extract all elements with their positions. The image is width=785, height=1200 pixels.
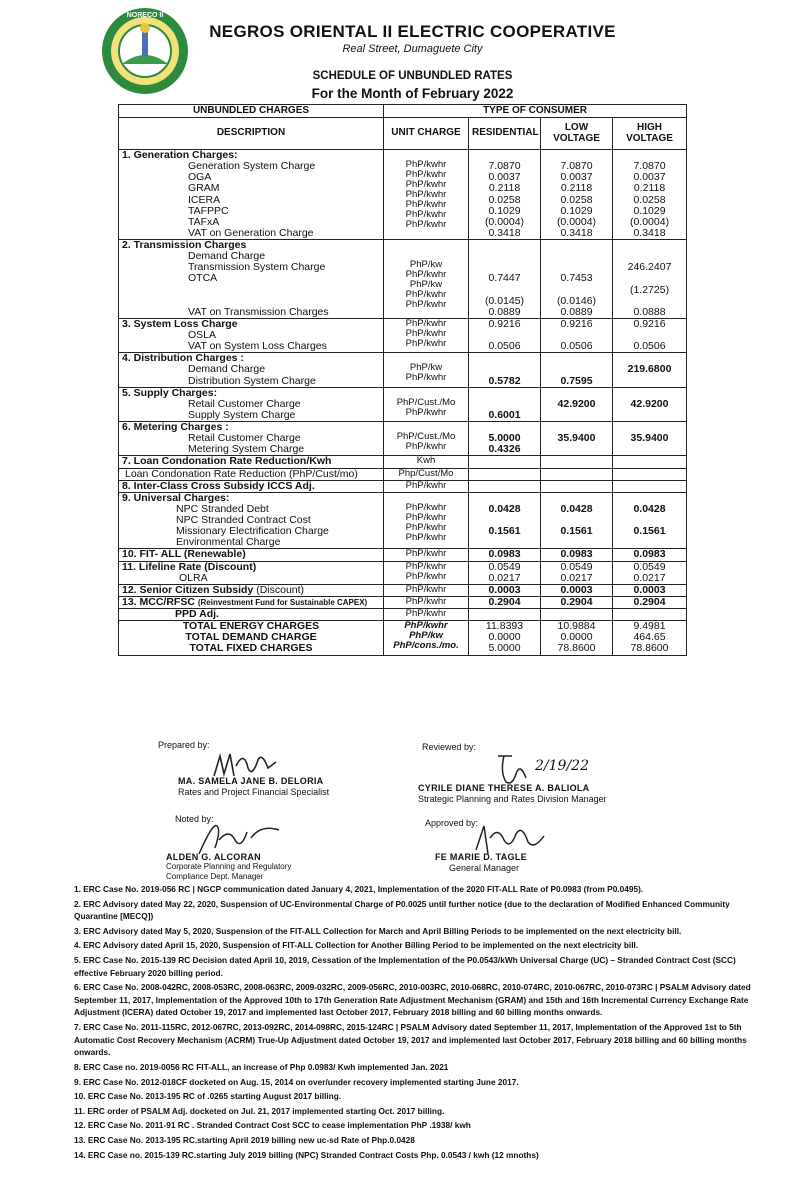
- approved-name: FE MARIE D. TAGLE: [435, 852, 527, 862]
- value-cell: (1.2725): [629, 283, 670, 296]
- row-loan-condonation: [119, 468, 687, 480]
- value-cell: 0.5782: [488, 374, 521, 387]
- unit-cell: PhP/kwhr: [405, 372, 447, 384]
- value-cell: 11.8393: [485, 620, 524, 633]
- unit-cell: PhP/kwhr: [405, 560, 447, 572]
- row-label: ICERA: [188, 193, 221, 206]
- value-cell: 0.0000: [488, 631, 521, 644]
- value-cell: 0.2118: [560, 182, 593, 195]
- prepared-name: MA. SAMELA JANE B. DELORIA: [178, 776, 324, 786]
- footnote: 8. ERC Case no. 2019-0056 RC FIT-ALL, an increase of Php 0.0983/ Kwh implemented Jan. 2021: [74, 1061, 449, 1072]
- unit-cell: PhP/kwhr: [405, 189, 447, 201]
- row-label: Environmental Charge: [176, 536, 281, 549]
- row-label: VAT on Transmission Charges: [188, 305, 329, 318]
- section-generation: [119, 150, 687, 240]
- value-cell: 42.9200: [557, 397, 596, 410]
- value-cell: 0.7595: [560, 374, 593, 387]
- logo-text: NORECO II: [126, 12, 164, 19]
- unit-cell: PhP/kwhr: [384, 609, 469, 621]
- unit-cell: PhP/kwhr: [405, 511, 447, 523]
- value-cell: 0.0258: [560, 193, 593, 206]
- section-transmission: [119, 240, 687, 319]
- value-cell: 464.65: [633, 631, 666, 644]
- section-title: 13. MCC/RFSC: [122, 595, 195, 608]
- value-cell: 0.2118: [488, 182, 521, 195]
- total-label: TOTAL DEMAND CHARGE: [185, 631, 317, 644]
- unit-cell: PhP/kwhr: [384, 549, 469, 561]
- schedule-title: SCHEDULE OF UNBUNDLED RATES: [312, 70, 513, 82]
- unit-cell: PhP/kwhr: [405, 269, 447, 281]
- unit-cell: PhP/kwhr: [405, 441, 447, 453]
- value-cell: 0.4326: [488, 443, 521, 456]
- value-cell: 0.0506: [560, 340, 593, 353]
- value-cell: 0.1029: [560, 204, 593, 217]
- approved-signer: [435, 852, 527, 874]
- value-cell: 0.0428: [633, 502, 666, 515]
- value-cell: 0.0003: [541, 584, 613, 596]
- unit-cell: PhP/kwhr: [405, 317, 447, 329]
- value-cell: 42.9200: [630, 397, 669, 410]
- org-name: NEGROS ORIENTAL II ELECTRIC COOPERATIVE: [209, 22, 616, 41]
- unit-cell: PhP/kwhr: [405, 169, 447, 181]
- section-title: 6. Metering Charges :: [122, 421, 229, 433]
- row-label: Metering System Charge: [188, 443, 305, 456]
- row-label: NPC Stranded Contract Cost: [176, 514, 311, 526]
- section-mcc-rfsc: [119, 596, 687, 608]
- row-label: NPC Stranded Debt: [176, 502, 269, 515]
- value-cell: 0.0983: [469, 549, 541, 561]
- unit-cell: PhP/kwhr: [405, 299, 447, 311]
- noted-title-1: Corporate Planning and Regulatory: [166, 862, 292, 872]
- section-distribution: [119, 353, 687, 387]
- unit-cell: PhP/kwhr: [384, 584, 469, 596]
- section-title: 3. System Loss Charge: [122, 317, 238, 330]
- row-label: Retail Customer Charge: [188, 432, 301, 445]
- footnote: 13. ERC Case No. 2013-195 RC.starting April 2019 billing new uc-sd Rate of Php.0.0428: [74, 1134, 415, 1145]
- unit-cell: PhP/kwhr: [405, 209, 447, 221]
- value-cell: 0.0983: [613, 549, 687, 561]
- unit-cell: PhP/kwhr: [384, 596, 469, 608]
- row-label: OLRA: [179, 571, 208, 584]
- row-label: Demand Charge: [188, 363, 266, 376]
- value-cell: 219.6800: [627, 363, 672, 376]
- value-cell: 0.0217: [488, 571, 521, 584]
- section-note: (Reinvestment Fund for Sustainable CAPEX): [197, 597, 368, 607]
- unit-cell: PhP/kwhr: [405, 179, 447, 191]
- section-title: 8. Inter-Class Cross Subsidy ICCS Adj.: [119, 480, 384, 492]
- value-cell: 0.0889: [560, 305, 593, 318]
- footnote: 10. ERC Case No. 2013-195 RC of .0265 starting August 2017 billing.: [74, 1091, 342, 1102]
- prepared-title: Rates and Project Financial Specialist: [178, 786, 330, 797]
- value-cell: 78.8600: [557, 642, 596, 655]
- value-cell: 0.2904: [469, 596, 541, 608]
- value-cell: (0.0145): [484, 294, 525, 307]
- value-cell: 5.0000: [488, 642, 521, 655]
- footnote: 14. ERC Case no. 2015-139 RC.starting July 2019 billing (NPC) Stranded Contract Costs Php. 0.0543 / kwh (12 mnoths): [74, 1149, 539, 1160]
- value-cell: 0.0889: [488, 305, 521, 318]
- row-label: VAT on System Loss Charges: [188, 340, 327, 353]
- section-title: 4. Distribution Charges :: [122, 352, 244, 365]
- rates-table: [118, 104, 687, 656]
- section-iccs: [119, 480, 687, 492]
- unit-cell: PhP/kwhr: [405, 532, 447, 543]
- unit-cell: PhP/kwhr: [404, 620, 448, 632]
- section-title: 2. Transmission Charges: [122, 239, 247, 251]
- noted-title-2: Compliance Dept. Manager: [166, 871, 264, 881]
- value-cell: 0.0428: [488, 502, 521, 515]
- row-label: Missionary Electrification Charge: [176, 525, 329, 538]
- footnote: 6. ERC Case No. 2008-042RC, 2008-053RC, 2008-063RC, 2009-032RC, 2009-056RC, 2010-003RC, 2010-068RC, 2010-074RC, 2010-067RC, 2010-073RC | PSALM Advisory dated September 11, 2017, Implementation of the Approved 10th to 17th Generation Rate Adjustment Mechanism (GRAM) and 15th and 16th Incremental Currency Exchange Rate Adjustment (ICERA) dated October 19, 2017 and implemented last October 2017, February 2018 billing and 60 billing months onwards.: [74, 982, 751, 1018]
- footnotes: [74, 883, 754, 1163]
- prepared-signer: [178, 776, 329, 798]
- value-cell: 0.9216: [633, 317, 666, 330]
- reviewed-by-block: [422, 742, 476, 753]
- approved-title: General Manager: [449, 862, 520, 873]
- section-system-loss: [119, 318, 687, 352]
- reviewed-title: Strategic Planning and Rates Division Manager: [418, 793, 607, 804]
- row-label: Transmission System Charge: [188, 261, 326, 274]
- value-cell: 0.0217: [560, 571, 593, 584]
- reviewed-label: Reviewed by:: [422, 742, 477, 752]
- value-cell: 0.9216: [488, 317, 521, 330]
- value-cell: 0.0037: [560, 171, 593, 184]
- value-cell: 0.1029: [633, 204, 666, 217]
- header-unbundled: UNBUNDLED CHARGES: [119, 105, 384, 118]
- value-cell: 0.1029: [488, 204, 521, 217]
- row-label: OSLA: [188, 329, 217, 341]
- value-cell: (0.0146): [556, 294, 597, 307]
- unit-cell: Php/Cust/Mo: [384, 468, 469, 480]
- section-note: (Discount): [256, 583, 305, 596]
- value-cell: 0.9216: [560, 317, 593, 330]
- value-cell: (0.0004): [484, 215, 525, 228]
- value-cell: 0.0549: [560, 560, 593, 573]
- value-cell: 0.0983: [541, 549, 613, 561]
- section-senior-citizen: [119, 584, 687, 596]
- value-cell: 7.0870: [560, 160, 593, 173]
- header-high-voltage: HIGH VOLTAGE: [613, 118, 687, 150]
- unit-cell: PhP/kwhr: [384, 480, 469, 492]
- row-label: TAFPPC: [188, 204, 229, 217]
- prepared-by-block: [158, 740, 210, 751]
- row-label: TAFxA: [188, 215, 220, 228]
- value-cell: 0.3418: [560, 226, 593, 239]
- value-cell: 0.0258: [488, 193, 521, 206]
- prepared-label: Prepared by:: [158, 740, 210, 750]
- row-label: Supply System Charge: [188, 408, 296, 421]
- unit-cell: PhP/kwhr: [405, 406, 447, 418]
- value-cell: 0.1561: [560, 525, 593, 538]
- unit-cell: PhP/kwhr: [405, 521, 447, 533]
- row-ppd-adj: [119, 609, 687, 621]
- value-cell: (0.0004): [556, 215, 597, 228]
- section-metering: [119, 422, 687, 456]
- value-cell: 0.0549: [488, 560, 521, 573]
- row-label: Distribution System Charge: [188, 374, 316, 387]
- unit-cell: PhP/kwhr: [405, 570, 447, 582]
- reviewed-date: 2/19/22: [535, 758, 589, 774]
- section-loan-condonation: [119, 456, 687, 468]
- unit-cell: PhP/cons./mo.: [393, 640, 459, 652]
- unit-cell: PhP/kwhr: [405, 501, 447, 513]
- unit-cell: PhP/kw: [409, 279, 443, 291]
- section-fit-all: [119, 549, 687, 561]
- header-unit-charge: UNIT CHARGE: [384, 118, 469, 150]
- value-cell: 0.0506: [488, 340, 521, 353]
- section-title: 5. Supply Charges:: [122, 386, 218, 399]
- header-description: DESCRIPTION: [119, 118, 384, 150]
- section-title: 7. Loan Condonation Rate Reduction/Kwh: [119, 456, 384, 468]
- value-cell: 0.0549: [633, 560, 666, 573]
- footnote: 1. ERC Case No. 2019-056 RC | NGCP communication dated January 4, 2021, Implementation of the 2020 FIT-ALL Rate of P0.0983 (from P0.0495).: [74, 884, 644, 894]
- row-label: Demand Charge: [188, 250, 266, 263]
- value-cell: 0.0037: [633, 171, 666, 184]
- value-cell: 5.0000: [488, 432, 521, 445]
- value-cell: 0.0000: [560, 631, 593, 644]
- row-label: Generation System Charge: [188, 160, 316, 173]
- org-address: Real Street, Dumaguete City: [342, 43, 483, 55]
- total-label: TOTAL ENERGY CHARGES: [182, 620, 320, 633]
- value-cell: 0.1561: [633, 525, 666, 538]
- value-cell: 7.0870: [633, 160, 666, 173]
- footnote: 7. ERC Case No. 2011-115RC, 2012-067RC, 2013-092RC, 2014-098RC, 2015-124RC | PSALM Advisory dated September 11, 2017, Implementation of the Approved 1st to 5th Automatic Cost Recovery Mechanism (ACRM) True-Up Adjustment dated October 19, 2017 and implemented last October 2017, February 2018 billing and 60 billing months onwards.: [74, 1022, 747, 1058]
- row-label: Loan Condonation Rate Reduction (PhP/Cust/mo): [119, 468, 384, 480]
- header-residential: RESIDENTIAL: [469, 118, 541, 150]
- value-cell: 246.2407: [627, 261, 672, 274]
- value-cell: 0.0037: [488, 171, 521, 184]
- value-cell: 0.0003: [469, 584, 541, 596]
- footnote: 4. ERC Advisory dated April 15, 2020, Suspension of FIT-ALL Collection for Another Billing Period to be implemented on the next electricity bill.: [74, 940, 639, 951]
- value-cell: 0.3418: [488, 226, 521, 239]
- value-cell: 0.7453: [560, 272, 593, 285]
- value-cell: 0.0506: [633, 340, 666, 353]
- value-cell: 0.2118: [633, 182, 666, 195]
- unit-cell: PhP/Cust./Mo: [396, 431, 456, 443]
- footnote: 11. ERC order of PSALM Adj. docketed on Jul. 21, 2017 implemented starting Oct. 2017 billing.: [74, 1105, 445, 1116]
- row-label: OGA: [188, 171, 212, 184]
- footnote: 5. ERC Case No. 2015-139 RC Decision dated April 10, 2019, Cessation of the Implementation of the P0.0543/kWh Universal Charge (UC) – Stranded Contract Cost (SCC) effective February 2020 billing period.: [74, 955, 736, 978]
- reviewed-signer: [418, 783, 607, 805]
- reviewed-name: CYRILE DIANE THERESE A. BALIOLA: [418, 783, 590, 793]
- approved-label: Approved by:: [425, 818, 479, 828]
- value-cell: (0.0004): [629, 215, 670, 228]
- value-cell: 35.9400: [557, 432, 596, 445]
- value-cell: 35.9400: [630, 432, 669, 445]
- unit-cell: PhP/kw: [409, 362, 443, 374]
- value-cell: 0.0258: [633, 193, 666, 206]
- value-cell: 0.1561: [488, 525, 521, 538]
- value-cell: 0.0428: [560, 502, 593, 515]
- value-cell: 78.8600: [630, 642, 669, 655]
- footnote: 9. ERC Case No. 2012-018CF docketed on Aug. 15, 2014 on over/under recovery implemented starting June 2017.: [74, 1076, 519, 1087]
- value-cell: 0.7447: [488, 272, 521, 285]
- totals-block: [119, 621, 687, 655]
- value-cell: 0.0888: [633, 305, 666, 318]
- unit-cell: PhP/kwhr: [405, 327, 447, 339]
- section-title: 10. FIT- ALL (Renewable): [119, 549, 384, 561]
- value-cell: 10.9884: [557, 620, 596, 633]
- footnote: 3. ERC Advisory dated May 5, 2020, Suspension of the FIT-ALL Collection for March and April Billing Periods to be implemented on the next electricity bill.: [74, 925, 682, 936]
- unit-cell: PhP/kwhr: [405, 199, 447, 211]
- value-cell: 0.3418: [633, 226, 666, 239]
- unit-cell: PhP/kwhr: [405, 159, 447, 171]
- section-lifeline: [119, 561, 687, 584]
- row-label: PPD Adj.: [119, 609, 384, 621]
- value-cell: 7.0870: [488, 160, 521, 173]
- noted-name: ALDEN G. ALCORAN: [166, 852, 261, 862]
- row-label: Retail Customer Charge: [188, 397, 301, 410]
- unit-cell: PhP/kw: [409, 630, 443, 642]
- unit-cell: PhP/kwhr: [405, 219, 447, 231]
- month-title: For the Month of February 2022: [311, 86, 514, 101]
- value-cell: 0.0217: [633, 571, 666, 584]
- reviewed-signature: [490, 752, 540, 786]
- section-title: 11. Lifeline Rate (Discount): [122, 560, 257, 573]
- noted-label: Noted by:: [175, 814, 214, 824]
- unit-cell: PhP/Cust./Mo: [396, 396, 456, 408]
- unit-cell: PhP/kwhr: [405, 338, 447, 349]
- row-label: GRAM: [188, 182, 220, 195]
- header-type-of-consumer: TYPE OF CONSUMER: [384, 105, 687, 118]
- section-supply: [119, 387, 687, 421]
- row-label: OTCA: [188, 272, 218, 285]
- unit-cell: PhP/kwhr: [405, 289, 447, 301]
- row-label: VAT on Generation Charge: [188, 226, 314, 239]
- value-cell: 0.2904: [613, 596, 687, 608]
- total-label: TOTAL FIXED CHARGES: [189, 642, 313, 655]
- section-title: 1. Generation Charges:: [122, 149, 238, 161]
- value-cell: 9.4981: [633, 620, 666, 633]
- value-cell: 0.0003: [613, 584, 687, 596]
- footnote: 2. ERC Advisory dated May 22, 2020, Suspension of UC-Environmental Charge of P0.0025 until further notice (due to the declaration of Modified Enhanced Community Quarantine [MECQ]): [74, 898, 730, 922]
- footnote: 12. ERC Case No. 2011-91 RC . Stranded Contract Cost SCC to cease implementation PhP .1938/ kwh: [74, 1120, 471, 1131]
- section-title: 12. Senior Citizen Subsidy: [122, 583, 254, 596]
- section-title: 9. Universal Charges:: [122, 491, 230, 504]
- unit-cell: PhP/kw: [409, 259, 443, 271]
- value-cell: 0.2904: [541, 596, 613, 608]
- header-low-voltage: LOW VOLTAGE: [541, 118, 613, 150]
- noted-signer: [166, 852, 291, 881]
- value-cell: 0.6001: [488, 408, 521, 421]
- section-universal: [119, 492, 687, 549]
- unit-cell: Kwh: [384, 456, 469, 468]
